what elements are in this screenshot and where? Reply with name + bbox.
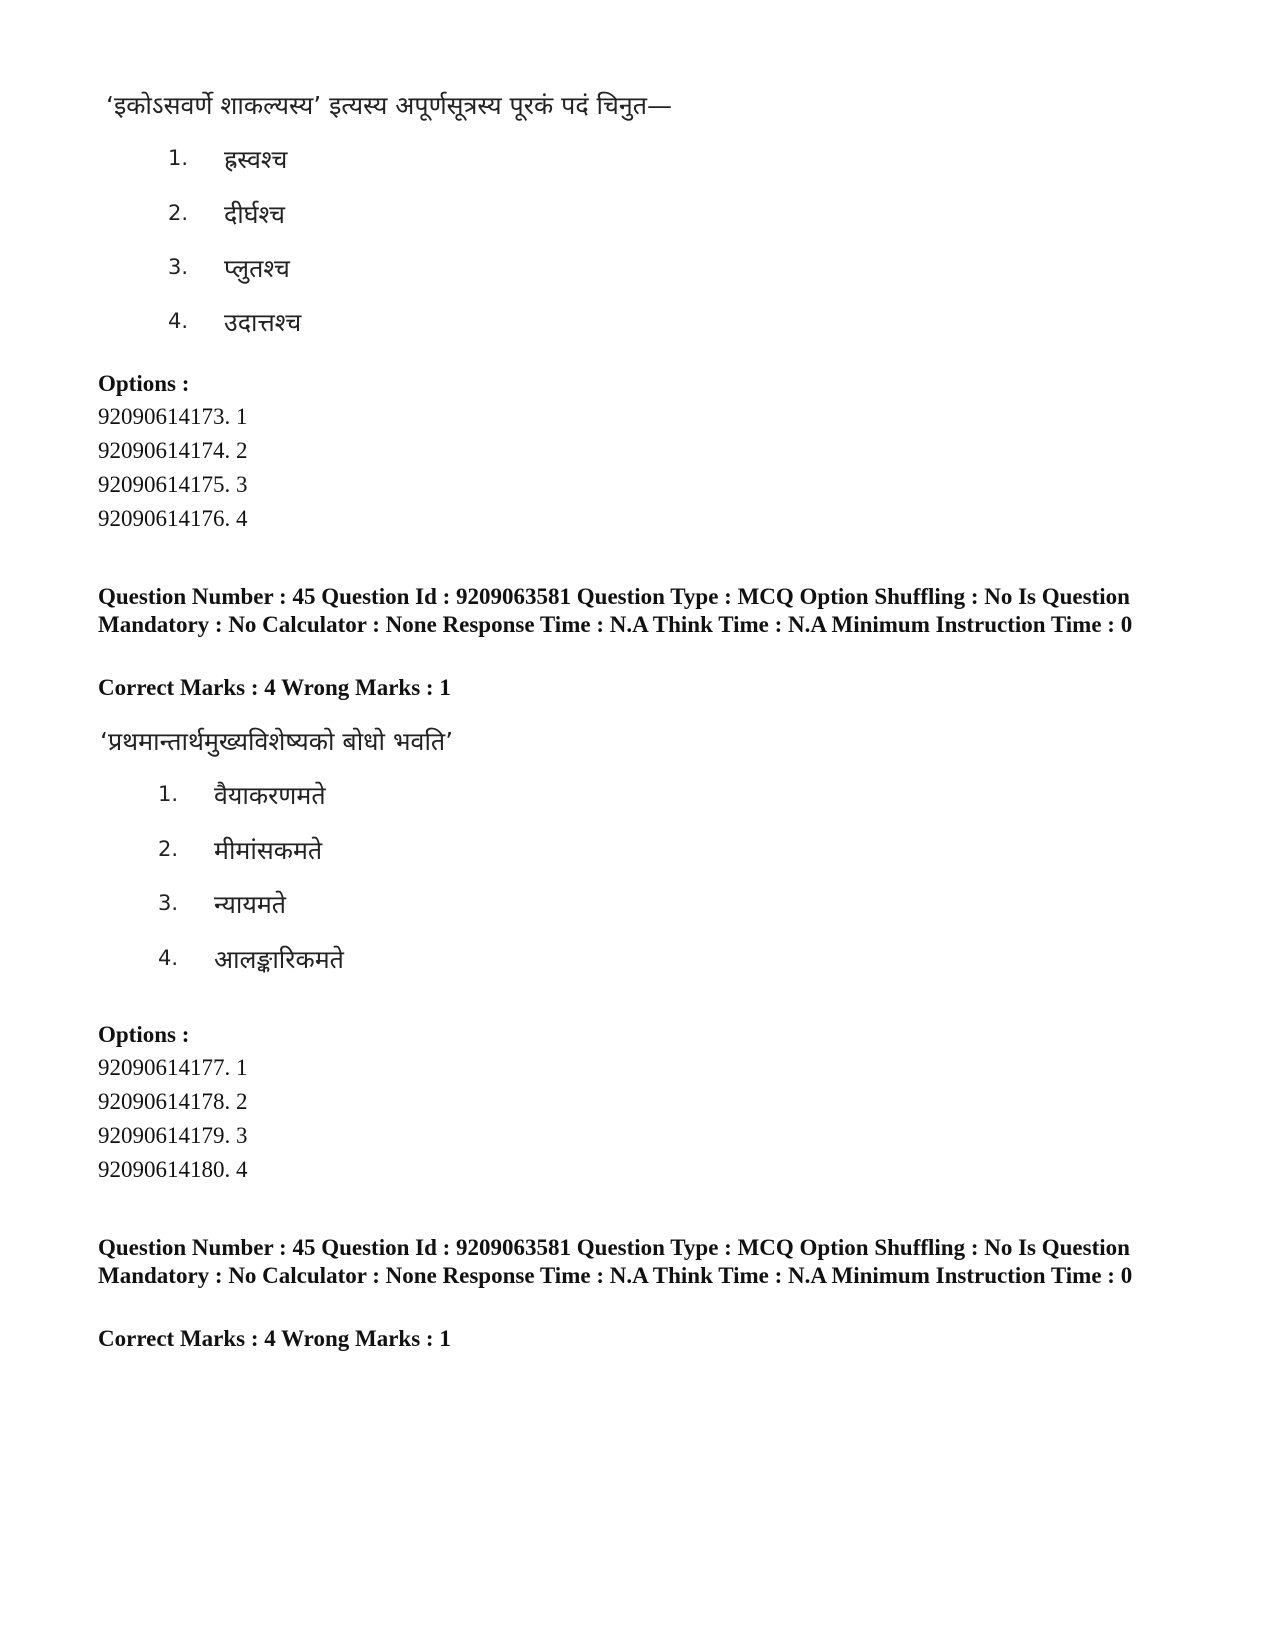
choice-text: प्लुतश्च [224, 254, 290, 283]
option-row: 92090614179. 3 [98, 1123, 248, 1148]
choice-text: मीमांसकमते [214, 836, 323, 865]
choice-text: ह्रस्वश्च [224, 145, 288, 174]
choice-number: 2. [158, 837, 179, 861]
option-row: 92090614176. 4 [98, 506, 248, 531]
choice-number: 4. [168, 309, 189, 333]
choice-number: 3. [168, 255, 189, 279]
options-label: Options : [98, 371, 190, 396]
option-row: 92090614175. 3 [98, 472, 248, 497]
question-meta-info: Question Number : 45 Question Id : 9209063581 Question Type : MCQ Option Shuffling : No Is Question Mandatory : No Calculator : None Response Time : N.A Think Time : N.A Minimum Instruction Time : 0 [98, 584, 1133, 637]
choice-text: आलङ्कारिकमते [214, 945, 344, 974]
question-meta-info: Question Number : 45 Question Id : 9209063581 Question Type : MCQ Option Shuffling : No Is Question Mandatory : No Calculator : None Response Time : N.A Think Time : N.A Minimum Instruction Time : 0 [98, 1235, 1133, 1288]
choice-number: 1. [168, 146, 189, 170]
choice-text: दीर्घश्च [224, 200, 286, 229]
question-marks: Correct Marks : 4 Wrong Marks : 1 [98, 675, 451, 700]
choice-text: वैयाकरणमते [214, 781, 326, 810]
question-marks: Correct Marks : 4 Wrong Marks : 1 [98, 1326, 451, 1351]
option-row: 92090614180. 4 [98, 1157, 248, 1182]
choice-number: 4. [158, 946, 179, 970]
choice-number: 3. [158, 891, 179, 915]
choice-number: 1. [158, 782, 179, 806]
question-b-stem: ‘प्रथमान्तार्थमुख्यविशेष्यको बोधो भवति’ [100, 727, 454, 756]
option-row: 92090614177. 1 [98, 1055, 248, 1080]
option-row: 92090614178. 2 [98, 1089, 248, 1114]
choice-text: उदात्तश्च [224, 308, 302, 337]
option-row: 92090614173. 1 [98, 404, 248, 429]
choice-number: 2. [168, 201, 189, 225]
options-label: Options : [98, 1022, 190, 1047]
option-row: 92090614174. 2 [98, 438, 248, 463]
choice-text: न्यायमते [214, 890, 287, 919]
question-a-stem: ‘इकोऽसवर्णे शाकल्यस्य’ इत्यस्य अपूर्णसूत्रस्य पूरकं पदं चिनुत— [106, 91, 673, 120]
